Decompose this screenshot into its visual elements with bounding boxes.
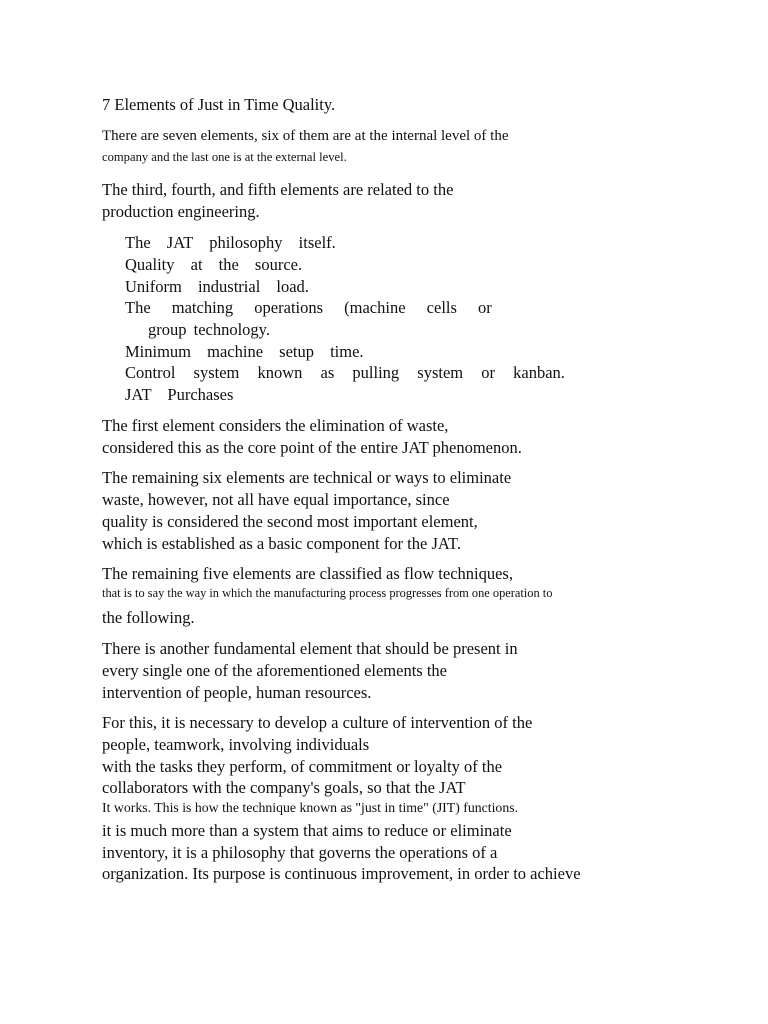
six-line-1: The remaining six elements are technical or ways to eliminate (102, 468, 512, 487)
list-item: The matching operations (machine cells or (125, 298, 492, 317)
culture-line-3: with the tasks they perform, of commitment or loyalty of the (102, 757, 503, 776)
related-line-1: The third, fourth, and fifth elements are related to the (102, 180, 454, 199)
culture-line-6: it is much more than a system that aims to reduce or eliminate (102, 821, 512, 840)
list-item: The JAT philosophy itself. (125, 233, 336, 252)
five-line-3: the following. (102, 608, 195, 627)
culture-line-1: For this, it is necessary to develop a culture of intervention of the (102, 713, 533, 732)
culture-line-8: organization. Its purpose is continuous improvement, in order to achieve (102, 864, 581, 883)
six-line-4: which is established as a basic component for the JAT. (102, 534, 461, 553)
first-line-1: The first element considers the elimination of waste, (102, 416, 449, 435)
another-line-1: There is another fundamental element that should be present in (102, 639, 518, 658)
five-line-2: that is to say the way in which the manufacturing process progresses from one operation to (102, 586, 553, 600)
culture-line-2: people, teamwork, involving individuals (102, 735, 370, 754)
related-line-2: production engineering. (102, 202, 260, 221)
list-item: Minimum machine setup time. (125, 342, 364, 361)
list-item: Quality at the source. (125, 255, 303, 274)
another-line-3: intervention of people, human resources. (102, 683, 372, 702)
another-line-2: every single one of the aforementioned elements the (102, 661, 447, 680)
list-item: Uniform industrial load. (125, 277, 309, 296)
intro-line-2: company and the last one is at the external level. (102, 150, 347, 164)
culture-line-5: It works. This is how the technique known as "just in time" (JIT) functions. (102, 800, 519, 815)
five-line-1: The remaining five elements are classified as flow techniques, (102, 564, 513, 583)
culture-line-7: inventory, it is a philosophy that governs the operations of a (102, 843, 498, 862)
first-line-2: considered this as the core point of the entire JAT phenomenon. (102, 438, 522, 457)
list-item: JAT Purchases (125, 385, 234, 404)
culture-line-4: collaborators with the company's goals, so that the JAT (102, 778, 466, 797)
list-item: Control system known as pulling system or kanban. (125, 363, 565, 382)
intro-line-1: There are seven elements, six of them are at the internal level of the (102, 128, 509, 144)
document-title: 7 Elements of Just in Time Quality. (102, 95, 336, 114)
six-line-2: waste, however, not all have equal importance, since (102, 490, 450, 509)
six-line-3: quality is considered the second most important element, (102, 512, 478, 531)
list-item-continuation: group technology. (148, 320, 270, 339)
